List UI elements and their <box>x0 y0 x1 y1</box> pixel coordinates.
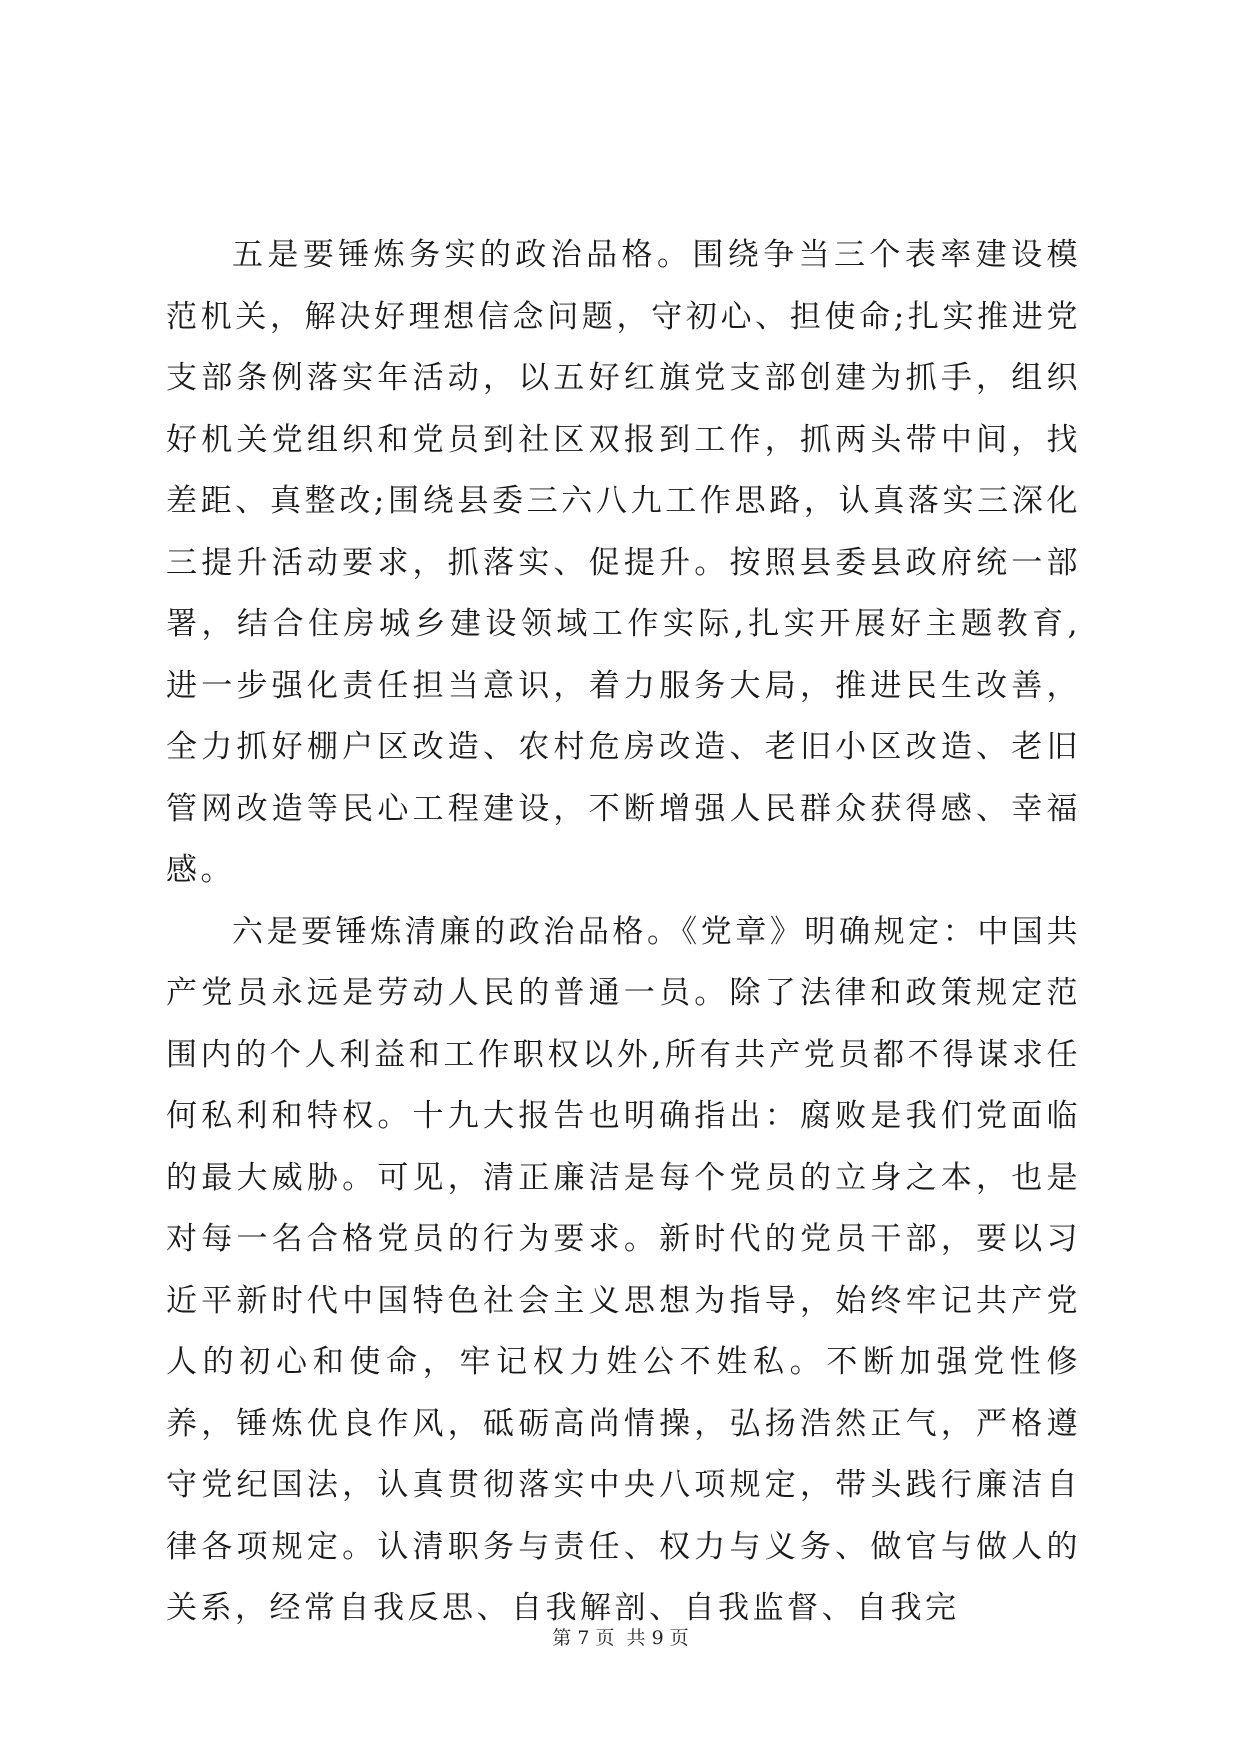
document-body <box>166 225 1081 1640</box>
paragraph-five: 五是要锤炼务实的政治品格。围绕争当三个表率建设模范机关，解决好理想信念问题，守初心、担使命;扎实推进党支部条例落实年活动，以五好红旗党支部创建为抓手，组织好机关党组织和党员到社区双报到工作，抓两头带中间，找差距、真整改;围绕县委三六八九工作思路，认真落实三深化三提升活动要求，抓落实、促提升。按照县委县政府统一部署，结合住房城乡建设领域工作实际,扎实开展好主题教育,进一步强化责任担当意识，着力服务大局，推进民生改善，全力抓好棚户区改造、农村危房改造、老旧小区改造、老旧管网改造等民心工程建设，不断增强人民群众获得感、幸福感。 <box>166 237 1081 888</box>
page-number-footer: 第 7 页 共 9 页 <box>552 1627 689 1649</box>
paragraph-six: 六是要锤炼清廉的政治品格。《党章》明确规定：中国共产党员永远是劳动人民的普通一员。除了法律和政策规定范围内的个人利益和工作职权以外,所有共产党员都不得谋求任何私利和特权。十九大报告也明确指出：腐败是我们党面临的最大威胁。可见，清正廉洁是每个党员的立身之本，也是对每一名合格党员的行为要求。新时代的党员干部，要以习近平新时代中国特色社会主义思想为指导，始终牢记共产党人的初心和使命，牢记权力姓公不姓私。不断加强党性修养，锤炼优良作风，砥砺高尚情操，弘扬浩然正气，严格遵守党纪国法，认真贯彻落实中央八项规定，带头践行廉洁自律各项规定。认清职务与责任、权力与义务、做官与做人的关系，经常自我反思、自我解剖、自我监督、自我完 <box>166 913 1081 1626</box>
